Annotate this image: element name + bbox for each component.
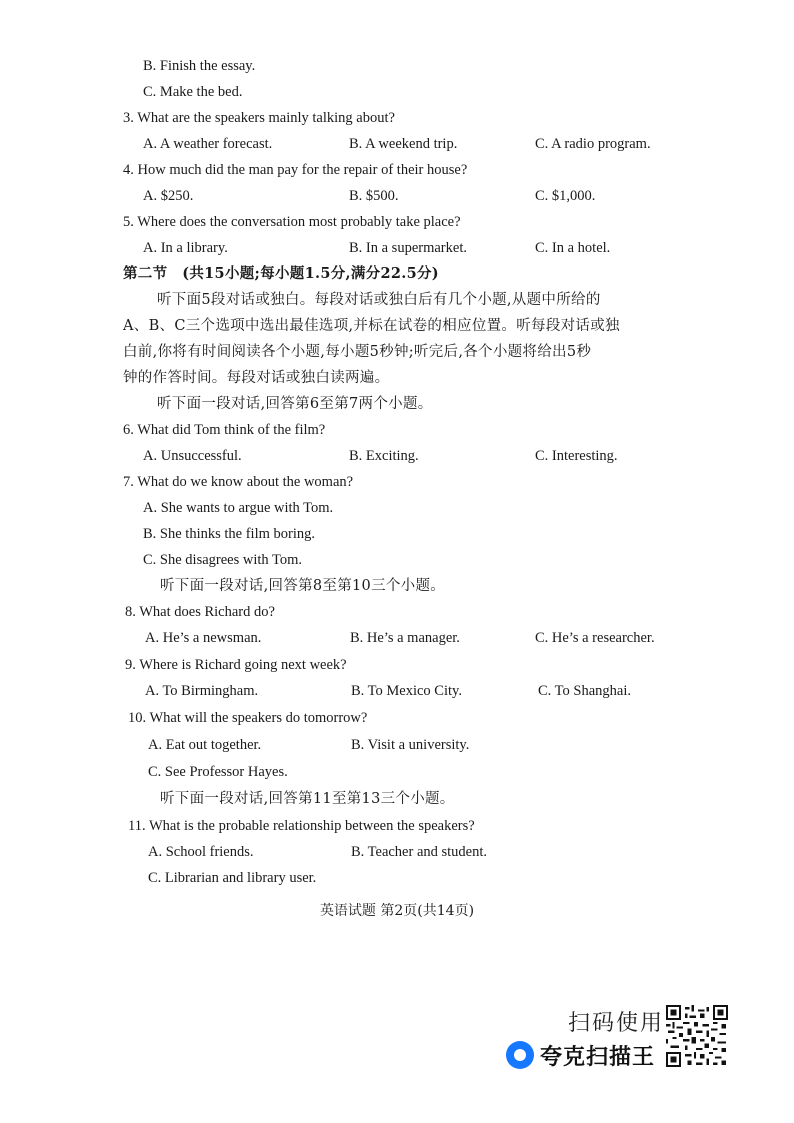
question-6: 6. What did Tom think of the film? [123, 422, 326, 438]
instructions-line: 白前,你将有时间阅读各个小题,每小题5秒钟;听完后,各个小题将给出5秒 [123, 344, 592, 360]
question-9: 9. Where is Richard going next week? [125, 657, 347, 673]
dialogue-lead: 听下面一段对话,回答第8至第10三个小题。 [160, 578, 446, 594]
question-7: 7. What do we know about the woman? [123, 474, 354, 490]
option-a: A. $250. [143, 188, 194, 204]
section-heading: 第二节 (共15小题;每小题1.5分,满分22.5分) [123, 265, 439, 282]
question-10: 10. What will the speakers do tomorrow? [128, 710, 368, 726]
option-a: A. He’s a newsman. [145, 630, 262, 646]
option-a: A. She wants to argue with Tom. [143, 500, 334, 516]
dialogue-lead: 听下面一段对话,回答第11至第13三个小题。 [160, 791, 455, 807]
option-a: A. Unsuccessful. [143, 448, 242, 464]
option-line: B. Finish the essay. [143, 58, 256, 74]
brand-name: 夸克扫描王 [540, 1044, 656, 1070]
option-b: B. She thinks the film boring. [143, 526, 315, 542]
qr-code-icon[interactable] [666, 1005, 728, 1067]
question-4: 4. How much did the man pay for the repair of their house? [123, 162, 468, 178]
question-11: 11. What is the probable relationship between the speakers? [128, 818, 475, 834]
instructions-line: A、B、C三个选项中选出最佳选项,并标在试卷的相应位置。听每段对话或独 [123, 318, 620, 334]
dialogue-lead: 听下面一段对话,回答第6至第7两个小题。 [157, 396, 433, 412]
option-c: C. Interesting. [535, 448, 618, 464]
option-b: B. Exciting. [349, 448, 419, 464]
brand-watermark [506, 1038, 655, 1072]
option-a: A. To Birmingham. [145, 683, 259, 699]
option-c: C. See Professor Hayes. [148, 764, 288, 780]
option-line: C. Make the bed. [143, 84, 243, 100]
scan-label: 扫码使用 [568, 1011, 665, 1036]
option-b: B. To Mexico City. [351, 683, 462, 699]
option-c: C. He’s a researcher. [535, 630, 655, 646]
option-c: C. A radio program. [535, 136, 651, 152]
option-b: B. Visit a university. [351, 737, 470, 753]
instructions-line: 听下面5段对话或独白。每段对话或独白后有几个小题,从题中所给的 [157, 292, 601, 308]
option-b: B. A weekend trip. [349, 136, 458, 152]
option-a: A. A weather forecast. [143, 136, 273, 152]
question-8: 8. What does Richard do? [125, 604, 275, 620]
quark-logo-icon [506, 1041, 534, 1069]
page-footer: 英语试题 第2页(共14页) [319, 903, 475, 919]
option-c: C. To Shanghai. [538, 683, 631, 699]
option-c: C. $1,000. [535, 188, 596, 204]
instructions-line: 钟的作答时间。每段对话或独白读两遍。 [123, 370, 390, 386]
option-b: B. He’s a manager. [350, 630, 460, 646]
option-b: B. $500. [349, 188, 399, 204]
option-c: C. She disagrees with Tom. [143, 552, 303, 568]
option-c: C. In a hotel. [535, 240, 611, 256]
option-a: A. School friends. [148, 844, 254, 860]
option-a: A. Eat out together. [148, 737, 262, 753]
option-b: B. In a supermarket. [349, 240, 467, 256]
question-5: 5. Where does the conversation most probably take place? [123, 214, 461, 230]
option-b: B. Teacher and student. [351, 844, 488, 860]
option-c: C. Librarian and library user. [148, 870, 317, 886]
question-3: 3. What are the speakers mainly talking about? [123, 110, 395, 126]
option-a: A. In a library. [143, 240, 228, 256]
